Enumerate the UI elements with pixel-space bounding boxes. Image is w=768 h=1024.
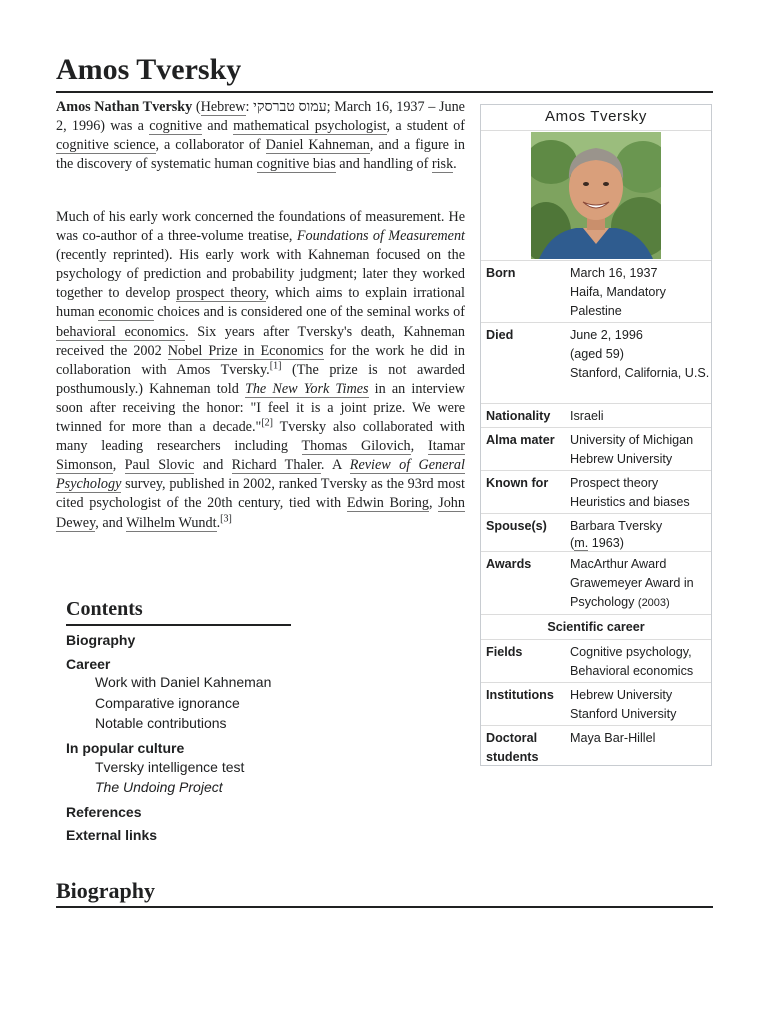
link-economic[interactable]: economic <box>98 304 154 321</box>
row-label: Nationality <box>486 409 551 423</box>
link-mathematical-psychologist[interactable]: mathematical psychologist <box>233 118 387 135</box>
link-cognitive-science[interactable]: cognitive science <box>56 137 156 154</box>
text: (The prize is not awarded posthumously.) Kahneman told <box>56 361 465 397</box>
link-risk[interactable]: risk <box>431 156 454 173</box>
row-label: Born <box>486 266 516 280</box>
row-label: Spouse(s) <box>486 519 547 533</box>
portrait-photo[interactable] <box>531 132 661 259</box>
text: , and <box>95 514 127 531</box>
alma-mater-value <box>570 431 710 469</box>
section-header: Scientific career <box>547 620 645 634</box>
text: . <box>453 156 457 173</box>
citation-link[interactable]: [3] <box>220 512 232 524</box>
link-cognitive-bias[interactable]: cognitive bias <box>256 156 336 173</box>
award-item: Grawemeyer Award in Psychology <box>570 576 694 610</box>
row-label: Awards <box>486 557 532 571</box>
row-label: Alma mater <box>486 433 555 447</box>
link-nobel-prize[interactable]: Nobel Prize in Economics <box>167 342 324 359</box>
fields-value <box>570 643 710 681</box>
row-label: Doctoral students <box>486 731 539 765</box>
infobox-title: Amos Tversky <box>481 105 711 131</box>
institutions-value <box>570 686 710 724</box>
text: : עמוס טברסקי; March 16, 1937 – June 2, 1996) was a <box>56 99 465 135</box>
infobox-row-institutions <box>481 682 711 725</box>
text: . Six years after Tversky's death, Kahneman received the 2002 <box>56 323 465 359</box>
infobox-row-died <box>481 322 711 403</box>
section-underline <box>56 906 713 908</box>
field-item: Behavioral economics <box>570 664 694 679</box>
text: for the work he did in collaboration with Amos Tversky. <box>56 342 465 378</box>
row-label: Institutions <box>486 688 554 702</box>
link-richard-thaler[interactable]: Richard Thaler <box>231 457 321 474</box>
infobox-row-known-for <box>481 470 711 513</box>
toc-item-undoing-project[interactable]: The Undoing Project <box>95 779 223 795</box>
award-year: (2003) <box>637 597 670 610</box>
toc-item-references[interactable]: References <box>66 804 142 820</box>
row-label: Died <box>486 328 514 342</box>
book-title: Foundations of Measurement <box>296 228 465 245</box>
text: , which aims to explain irrational human <box>56 285 465 321</box>
text: ( <box>570 536 575 551</box>
age-at-death: (aged 59) <box>570 347 624 362</box>
text: , a student of <box>386 118 465 135</box>
institution-item: Stanford University <box>570 707 677 722</box>
infobox-row-awards <box>481 551 711 614</box>
section-heading-biography: Biography <box>56 878 156 903</box>
toc-item-tversky-intelligence-test[interactable]: Tversky intelligence test <box>95 759 245 775</box>
married-abbr-link[interactable]: m. <box>574 536 589 551</box>
text: , a collaborator of <box>155 137 266 154</box>
institution-item: Hebrew University <box>570 688 673 702</box>
born-value <box>570 264 710 322</box>
awards-value <box>570 555 710 614</box>
text: ( <box>192 99 201 115</box>
text: Much of his early work concerned the foundations of measurement. He was co-author of a three-volume treatise, <box>56 209 465 245</box>
text: , and a figure in the discovery of systematic human <box>56 137 465 173</box>
infobox <box>480 104 712 766</box>
toc-underline <box>66 624 291 626</box>
birth-date: March 16, 1937 <box>570 266 658 280</box>
link-new-york-times[interactable]: The New York Times <box>244 380 369 397</box>
toc-item-external-links[interactable]: External links <box>66 827 158 843</box>
nationality-value: Israeli <box>570 409 604 423</box>
alma-mater-item: University of Michigan <box>570 433 694 447</box>
toc-item-work-with-kahneman[interactable]: Work with Daniel Kahneman <box>95 674 272 690</box>
birth-place: Haifa, Mandatory Palestine <box>570 285 666 319</box>
spouse-name: Barbara Tversky <box>570 519 663 533</box>
text: , <box>410 438 428 455</box>
known-for-item: Heuristics and biases <box>570 495 690 510</box>
link-wilhelm-wundt[interactable]: Wilhelm Wundt <box>126 514 217 531</box>
subject-name: Amos Nathan Tversky <box>56 99 193 115</box>
text: (recently reprinted). His early work with Kahneman focused on the psychology of prediction and probability judgment; later they worked together to develop <box>56 247 465 302</box>
infobox-row-alma-mater <box>481 427 711 470</box>
text: choices and is considered one of the seminal works of <box>153 304 465 321</box>
link-cognitive[interactable]: cognitive <box>149 118 203 135</box>
title-underline <box>56 91 713 93</box>
link-thomas-gilovich[interactable]: Thomas Gilovich <box>301 438 411 455</box>
doctoral-student-item: Maya Bar-Hillel <box>570 731 656 745</box>
text: survey, published in 2002, ranked Tversky as the 93rd most cited psychologist of the 20th century, tied with <box>56 476 465 512</box>
link-prospect-theory[interactable]: prospect theory <box>176 285 266 302</box>
toc-item-comparative-ignorance[interactable]: Comparative ignorance <box>95 695 240 711</box>
infobox-row-doctoral-students <box>481 725 711 766</box>
text: Tversky also collaborated with many leading researchers including <box>56 419 465 455</box>
link-edwin-boring[interactable]: Edwin Boring <box>346 495 429 512</box>
text: . <box>216 514 221 531</box>
link-hebrew[interactable]: Hebrew <box>200 99 246 115</box>
infobox-row-spouse <box>481 513 711 551</box>
marriage-year: 1963) <box>588 536 624 551</box>
infobox-row-nationality <box>481 403 711 427</box>
link-behavioral-economics[interactable]: behavioral economics <box>56 323 186 340</box>
death-place: Stanford, California, U.S. <box>570 366 710 381</box>
toc-item-career[interactable]: Career <box>66 656 111 672</box>
page-title: Amos Tversky <box>56 53 242 86</box>
infobox-row-fields <box>481 639 711 682</box>
alma-mater-item: Hebrew University <box>570 452 673 467</box>
citation-link[interactable]: [1] <box>269 360 282 372</box>
career-summary-paragraph <box>56 208 465 533</box>
link-review-of-general-psychology[interactable]: Review of General Psychology <box>56 457 465 493</box>
award-item: MacArthur Award <box>570 557 667 571</box>
toc-item-biography[interactable]: Biography <box>66 632 136 648</box>
citation-link[interactable]: [2] <box>261 417 273 429</box>
field-item: Cognitive psychology, <box>570 645 692 659</box>
intro-paragraph <box>56 98 465 174</box>
toc-item-notable-contributions[interactable]: Notable contributions <box>95 715 227 731</box>
death-date: June 2, 1996 <box>570 328 643 342</box>
text: . A <box>320 457 350 474</box>
infobox-row-born <box>481 260 711 322</box>
row-label: Known for <box>486 476 549 490</box>
infobox-header-scientific-career <box>481 614 711 639</box>
died-value <box>570 326 710 384</box>
text: and <box>194 457 232 474</box>
row-label: Fields <box>486 645 523 659</box>
text: and <box>202 118 234 135</box>
text: , <box>428 495 439 512</box>
spouse-value <box>570 517 710 551</box>
link-itamar-simonson[interactable]: Itamar Simonson <box>56 438 466 474</box>
text: , <box>112 457 125 474</box>
link-paul-slovic[interactable]: Paul Slovic <box>124 457 195 474</box>
toc-item-in-popular-culture[interactable]: In popular culture <box>66 740 185 756</box>
link-daniel-kahneman[interactable]: Daniel Kahneman <box>265 137 370 154</box>
text: and handling of <box>335 156 432 173</box>
toc-title: Contents <box>66 598 143 620</box>
known-for-item: Prospect theory <box>570 476 659 490</box>
link-john-dewey[interactable]: John Dewey <box>56 495 465 531</box>
text: in an interview soon after receiving the honor: "I feel it is a joint prize. We were twinned for more than a decade." <box>56 380 465 436</box>
known-for-value <box>570 474 710 512</box>
